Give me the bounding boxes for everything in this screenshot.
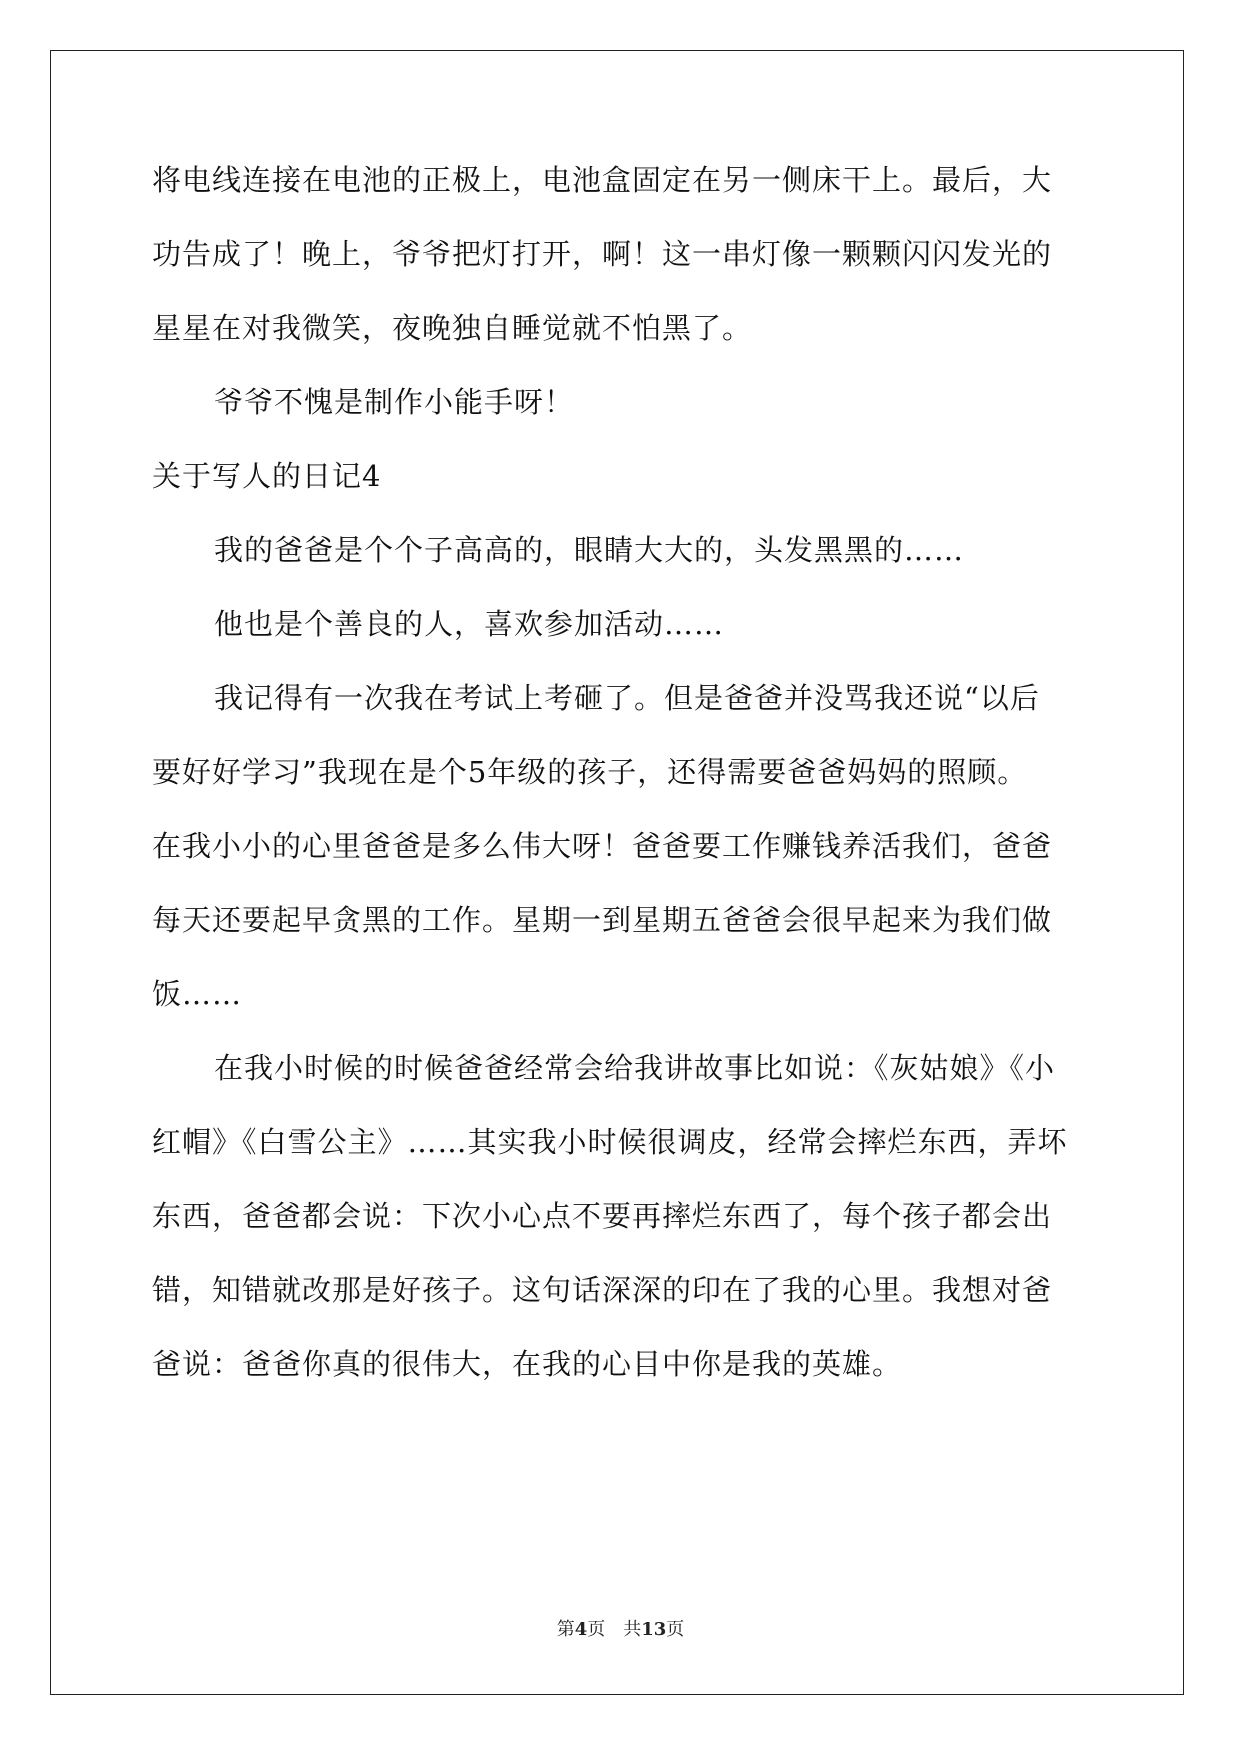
paragraph-line: 每天还要起早贪黑的工作。星期一到星期五爸爸会很早起来为我们做: [152, 903, 1053, 937]
section-heading: 关于写人的日记4: [152, 459, 382, 493]
footer-suffix: 页: [666, 1619, 685, 1640]
paragraph-line: 爸说：爸爸你真的很伟大，在我的心目中你是我的英雄。: [152, 1347, 903, 1381]
paragraph-line: 东西，爸爸都会说：下次小心点不要再摔烂东西了，每个孩子都会出: [152, 1199, 1053, 1233]
paragraph-line: 错，知错就改那是好孩子。这句话深深的印在了我的心里。我想对爸: [152, 1273, 1053, 1307]
paragraph-line: 将电线连接在电池的正极上，电池盒固定在另一侧床干上。最后，大: [152, 163, 1053, 197]
paragraph-line: 他也是个善良的人，喜欢参加活动……: [214, 607, 725, 641]
paragraph-line: 红帽》《白雪公主》……其实我小时候很调皮，经常会摔烂东西，弄坏: [152, 1125, 1068, 1159]
page-border: [50, 50, 1184, 1695]
paragraph-line: 在我小小的心里爸爸是多么伟大呀！爸爸要工作赚钱养活我们，爸爸: [152, 829, 1053, 863]
paragraph-line: 饭……: [152, 977, 243, 1011]
footer-middle: 页 共: [587, 1619, 642, 1640]
paragraph-line: 功告成了！晚上，爷爷把灯打开，啊！这一串灯像一颗颗闪闪发光的: [152, 237, 1053, 271]
footer-prefix: 第: [556, 1619, 575, 1640]
paragraph-line: 在我小时候的时候爸爸经常会给我讲故事比如说：《灰姑娘》《小: [214, 1051, 1056, 1085]
paragraph-line: 星星在对我微笑，夜晚独自睡觉就不怕黑了。: [152, 311, 753, 345]
paragraph-line: 爷爷不愧是制作小能手呀！: [214, 385, 575, 419]
page-total: 13: [641, 1619, 667, 1640]
paragraph-line: 我的爸爸是个个子高高的，眼睛大大的，头发黑黑的……: [214, 533, 965, 567]
page-footer: [0, 1618, 1241, 1642]
page-number: 4: [574, 1619, 588, 1640]
paragraph-line: 我记得有一次我在考试上考砸了。但是爸爸并没骂我还说“以后: [214, 681, 1040, 715]
paragraph-line: 要好好学习”我现在是个5年级的孩子，还得需要爸爸妈妈的照顾。: [152, 755, 1028, 789]
